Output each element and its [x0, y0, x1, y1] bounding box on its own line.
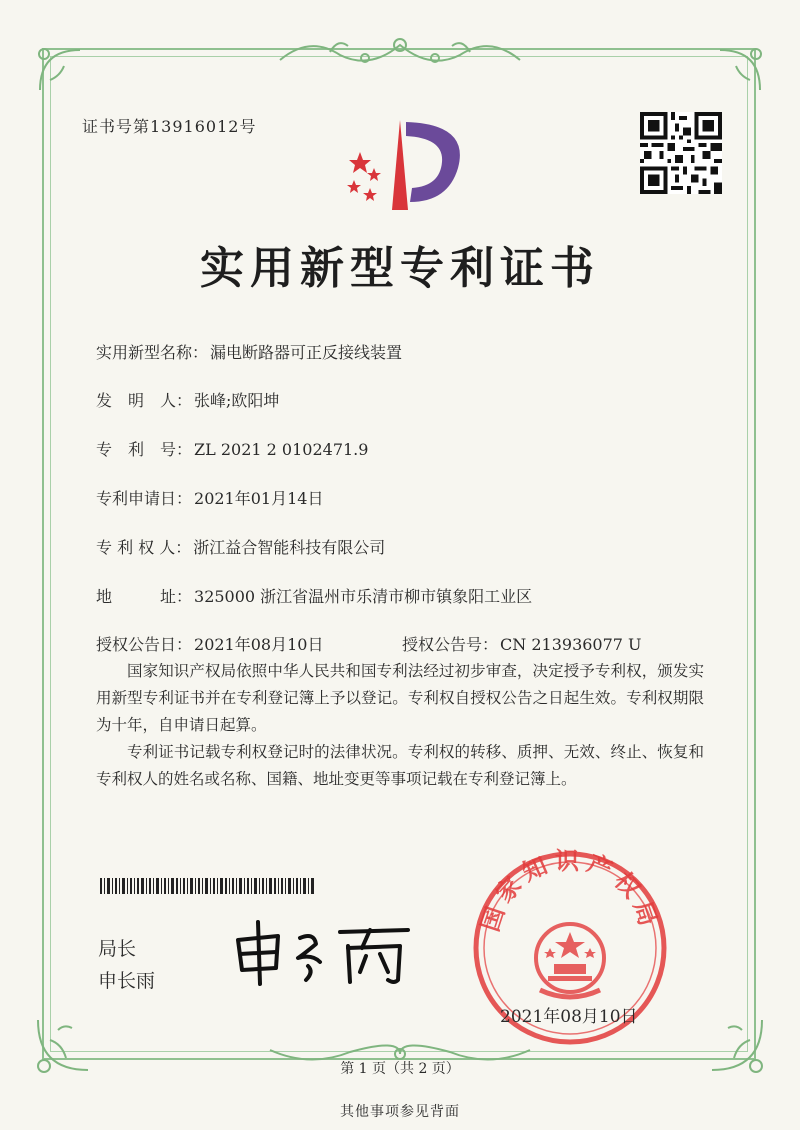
address-label: 地 址： [96, 587, 193, 606]
qr-code [640, 112, 722, 194]
top-ornament [270, 30, 530, 70]
patent-number-label: 专 利 号： [96, 440, 193, 459]
corner-ornament-top-right [710, 40, 770, 100]
utility-name-label: 实用新型名称： [96, 343, 209, 362]
address-value: 325000 浙江省温州市乐清市柳市镇象阳工业区 [194, 587, 533, 606]
director-name: 申长雨 [98, 970, 156, 992]
svg-text:国家知识产权局 [475, 848, 665, 935]
field-patent-number [96, 437, 368, 460]
field-grant-date [96, 632, 323, 655]
paragraph-legal-status: 专利证书记载专利权登记时的法律状况。专利权的转移、质押、无效、终止、恢复和专利权人的姓名或名称、国籍、地址变更等事项记载在专利登记簿上。 [96, 743, 704, 788]
field-inventor [96, 388, 279, 411]
filing-date-value: 2021年01月14日 [194, 489, 324, 508]
field-utility-name [96, 340, 402, 363]
footer-note: 其他事项参见背面 [340, 1104, 460, 1120]
utility-name-value: 漏电断路器可正反接线装置 [210, 343, 403, 362]
director-signature [230, 918, 420, 988]
field-filing-date [96, 486, 323, 509]
barcode [100, 878, 314, 894]
seal-text: 国家知识产权局 [475, 848, 665, 935]
filing-date-label: 专利申请日： [96, 489, 193, 508]
grant-number-value: CN 213936077 U [500, 635, 642, 654]
inventor-label: 发 明 人： [96, 391, 193, 410]
patentee-label: 专 利 权 人： [96, 538, 192, 557]
paragraph-grant-statement: 国家知识产权局依照中华人民共和国专利法经过初步审查，决定授予专利权，颁发实用新型专利证书并在专利登记簿上予以登记。专利权自授权公告之日起生效。专利权期限为十年，自申请日起算。 [96, 662, 704, 734]
patent-office-logo [330, 110, 470, 220]
inventor-value: 张峰;欧阳坤 [194, 391, 280, 410]
patent-number-value: ZL 2021 2 0102471.9 [194, 440, 369, 459]
patentee-value: 浙江益合智能科技有限公司 [193, 538, 386, 557]
field-grant-number [402, 632, 642, 655]
grant-date-value: 2021年08月10日 [194, 635, 324, 654]
sign-date: 2021年08月10日 [500, 1007, 638, 1027]
page-number: 第 1 页（共 2 页） [340, 1061, 460, 1077]
certificate-title: 实用新型专利证书 [200, 243, 600, 294]
grant-number-label: 授权公告号： [402, 635, 499, 654]
field-address [96, 584, 532, 607]
field-patentee [96, 535, 385, 558]
grant-date-label: 授权公告日： [96, 635, 193, 654]
corner-ornament-top-left [30, 40, 90, 100]
certificate-number: 证书号第13916012号 [82, 117, 257, 136]
director-title: 局长 [98, 938, 137, 960]
